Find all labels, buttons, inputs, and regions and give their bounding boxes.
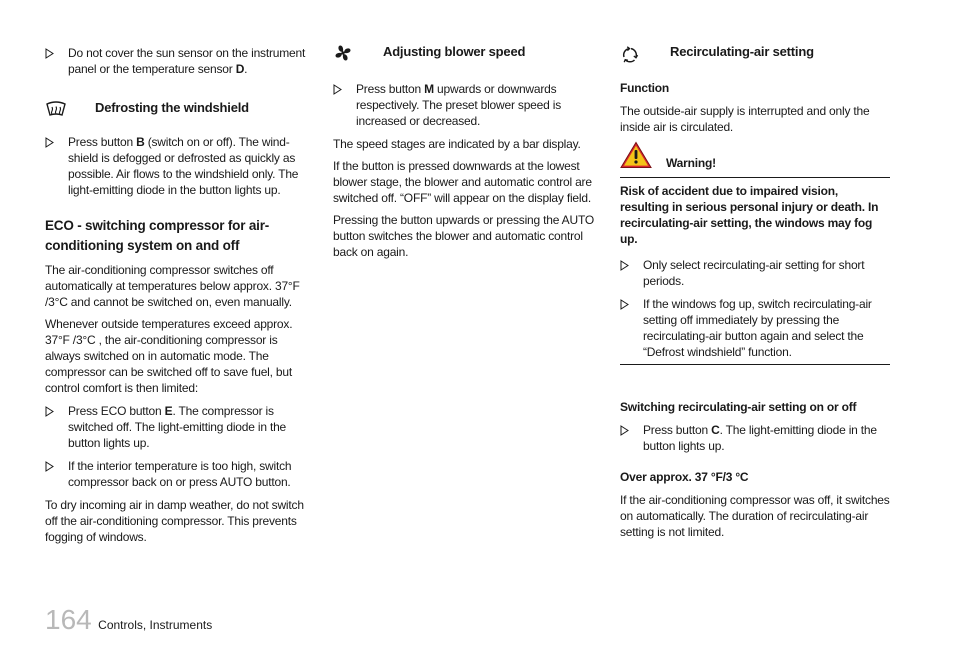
- bullet-text: If the windows fog up, switch recirculating-air setting off immediately by pressing the recirculating-air button again and select the “Defrost windshield” function.: [643, 297, 872, 359]
- recirc-heading-text: Recirculating-air setting: [670, 44, 814, 59]
- bullet-text-end: . The compressor is switched off. The light-emitting diode in the button lights up.: [68, 404, 287, 450]
- fan-icon: [333, 43, 355, 63]
- bullet-interior-temp: [45, 458, 313, 490]
- eco-paragraph-2: Whenever outside temperatures exceed approx. 37°F /3°C , the air-conditioning compressor is always switched on in automatic mode. The compressor can be switched off to save fuel, but control comfort is then limited:: [45, 317, 293, 395]
- bullet-eco-button: [45, 403, 313, 451]
- warning-title: Warning!: [666, 156, 716, 170]
- defrost-key-label: B: [136, 135, 145, 149]
- blower-heading-text: Adjusting blower speed: [383, 44, 526, 59]
- bullet-text-end: .: [244, 62, 248, 76]
- bullet-text-end: . The light-emitting diode in the button lights up.: [643, 423, 877, 453]
- bullet-text: Press ECO button: [68, 404, 165, 418]
- section-heading-defrost: [45, 99, 313, 116]
- column-right: [620, 40, 890, 540]
- over-temp-heading: Over approx. 37 °F/3 °C: [620, 470, 749, 484]
- bullet-sun-sensor: [45, 45, 313, 77]
- defrost-heading-text: Defrosting the windshield: [95, 100, 249, 115]
- bullet-triangle-icon: [620, 299, 631, 310]
- blower-paragraph-1: The speed stages are indicated by a bar display.: [333, 137, 581, 151]
- bullet-triangle-icon: [333, 84, 344, 95]
- page-number: 164: [45, 604, 92, 635]
- footer-section-name: Controls, Instruments: [98, 618, 213, 632]
- bullet-short-periods: [620, 257, 890, 289]
- eco-paragraph-3: To dry incoming air in damp weather, do not switch off the air-conditioning compressor. This prevents fogging of windows.: [45, 498, 304, 544]
- eco-key-label: E: [164, 404, 173, 418]
- function-text: The outside-air supply is interrupted and only the inside air is circulated.: [620, 104, 870, 134]
- bullet-text: Press button: [643, 423, 712, 437]
- eco-paragraph-1: The air-conditioning compressor switches off automatically at temperatures below approx. 37°F /3°C and cannot be switched on, even manually.: [45, 263, 300, 309]
- bullet-triangle-icon: [45, 137, 56, 148]
- switching-heading: Switching recirculating-air setting on or off: [620, 400, 857, 414]
- bullet-triangle-icon: [45, 461, 56, 472]
- sensor-key-label: D: [235, 62, 245, 76]
- section-heading-blower: [333, 43, 603, 60]
- warning-header: [620, 147, 890, 178]
- blower-key-label: M: [424, 82, 434, 96]
- bullet-text-end: (switch on or off). The wind-shield is defogged or defrosted as quickly as possible. Air flows to the windshield only. The light-emitting diode in the button lights up.: [68, 135, 299, 197]
- recirculation-icon: [620, 45, 642, 65]
- section-heading-eco: ECO - switching compressor for air-conditioning system on and off: [45, 218, 270, 253]
- bullet-windows-fog: [620, 296, 890, 360]
- bullet-text: If the interior temperature is too high, switch compressor back on or press AUTO button.: [68, 459, 292, 489]
- windshield-defrost-icon: [45, 99, 67, 119]
- recirc-key-label: C: [711, 423, 720, 437]
- warning-triangle-icon: [620, 141, 652, 173]
- warning-text: Risk of accident due to impaired vision, resulting in serious personal injury or death. In recirculating-air setting, the windows may fog up.: [620, 184, 879, 246]
- bullet-recirc-button: [620, 422, 890, 454]
- blower-paragraph-2: If the button is pressed downwards at the lowest blower stage, the blower and automatic control are switched off. “OFF” will appear on the display field.: [333, 159, 592, 205]
- bullet-triangle-icon: [620, 260, 631, 271]
- column-left: [45, 40, 313, 545]
- section-heading-recirc: [620, 43, 890, 60]
- over-temp-text: If the air-conditioning compressor was off, it switches on automatically. The duration of recirculating-air setting is not limited.: [620, 493, 890, 539]
- bullet-text-end: upwards or downwards respectively. The preset blower speed is increased or decreased.: [356, 82, 561, 128]
- function-heading: Function: [620, 81, 670, 95]
- warning-end-rule: [620, 364, 890, 365]
- bullet-text: Press button: [68, 135, 137, 149]
- bullet-defrost: [45, 134, 313, 198]
- bullet-text: Press button: [356, 82, 425, 96]
- bullet-triangle-icon: [620, 425, 631, 436]
- bullet-text: Do not cover the sun sensor on the instrument panel or the temperature sensor: [68, 46, 306, 76]
- bullet-triangle-icon: [45, 406, 56, 417]
- bullet-text: Only select recirculating-air setting for short periods.: [643, 258, 865, 288]
- bullet-triangle-icon: [45, 48, 56, 59]
- column-middle: [333, 40, 603, 260]
- page-footer: [45, 604, 212, 634]
- blower-paragraph-3: Pressing the button upwards or pressing the AUTO button switches the blower and automatic control back on again.: [333, 213, 594, 259]
- bullet-blower-button: [333, 81, 603, 129]
